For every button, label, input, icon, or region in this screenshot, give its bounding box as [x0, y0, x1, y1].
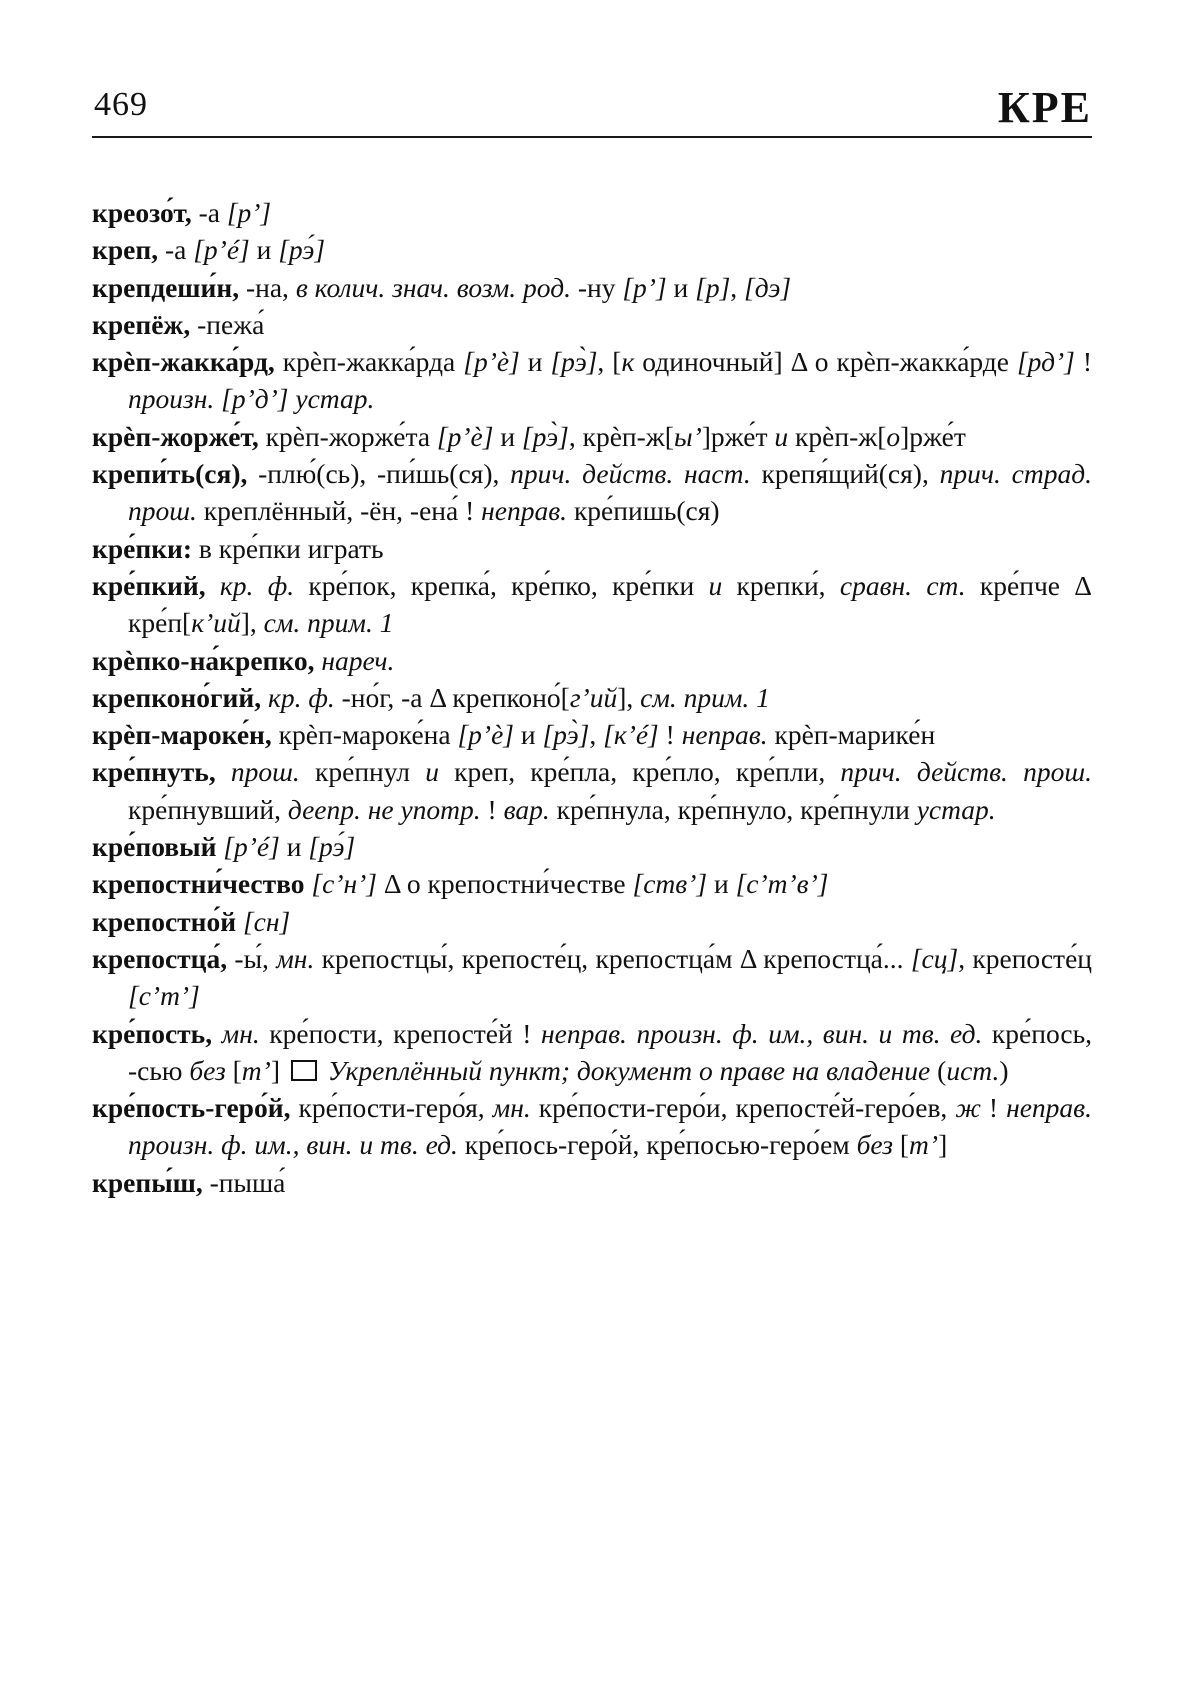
entry-text: и — [519, 346, 551, 378]
entry-text: креп, кре́пла, кре́пло, кре́пли, — [438, 756, 841, 788]
entry-headword: крепостно́й — [92, 905, 237, 937]
entry-label: [с’т’] — [128, 980, 200, 1012]
entry-label: [сн] — [242, 905, 291, 937]
dictionary-entry — [92, 828, 1092, 865]
entry-text: кре́пось, -сью — [128, 1017, 1093, 1086]
entry-headword: крѐп-жорже́т, — [92, 420, 259, 452]
entry-label: к’ий — [191, 607, 241, 639]
entry-text: креплённый, -ён, -ена́ ! — [196, 495, 482, 527]
square-box-icon — [291, 1060, 317, 1081]
entry-text: , — [589, 719, 604, 751]
entry-text: кре́пости-геро́и, крепосте́й-геро́ев, — [530, 1092, 956, 1124]
entry-label: [сц] — [910, 942, 959, 974]
dictionary-entry — [92, 903, 1092, 940]
dictionary-entry — [92, 1089, 1092, 1164]
entry-headword: крепи́ть(ся), — [92, 458, 248, 490]
entry-label: и — [425, 756, 439, 788]
entry-label: без — [189, 1054, 226, 1086]
entry-text: кре́пось-геро́й, кре́посью-геро́ем — [457, 1129, 857, 1161]
entry-text — [212, 1018, 222, 1049]
entry-label: деепр. не употр. — [287, 793, 481, 825]
entry-label: [дэ] — [744, 271, 792, 303]
entry-headword: крѐп-жакка́рд, — [92, 346, 275, 378]
entry-text — [261, 682, 268, 713]
entry-headword: кре́пки: — [92, 532, 193, 564]
entry-headword: крепдеши́н, — [92, 271, 240, 303]
entry-label: неправ. — [481, 495, 568, 527]
entry-label: и — [774, 420, 789, 452]
entry-label: нареч. — [321, 644, 395, 676]
entry-label: [к’é] — [603, 719, 659, 751]
entry-label: мн. — [492, 1092, 531, 1124]
entry-text: Δ о крепостни́честве — [376, 868, 633, 900]
entry-text: кре́пнувший, — [128, 793, 288, 825]
entry-label: [р’é] — [193, 234, 250, 266]
entry-label: т’ — [909, 1129, 939, 1161]
entry-headword: креозо́т, — [92, 197, 192, 228]
entry-text: крѐп-мароке́на — [271, 719, 458, 751]
entry-headword: крепёж, — [92, 308, 191, 340]
entry-headword: кре́пкий, — [92, 569, 206, 601]
entry-label: ист. — [946, 1054, 1000, 1086]
entry-label: [рэ̀] — [521, 420, 569, 452]
entry-text: кре́пнул — [299, 756, 426, 788]
entry-label: мн. — [276, 942, 315, 974]
entry-label: [с’т’в’] — [735, 868, 829, 900]
entry-text: -плю́(сь), -пи́шь(ся), — [247, 458, 511, 490]
entry-text: , — [730, 271, 745, 303]
entry-headword: крепостца́, — [92, 942, 228, 974]
entry-label: Укреплённый пункт; документ о праве на владение — [327, 1054, 931, 1086]
entry-text: -а — [191, 197, 227, 228]
dictionary-entry — [92, 567, 1092, 642]
entry-text: крѐп-ж[ — [788, 420, 887, 452]
entry-text: кре́пнула, кре́пнуло, кре́пнули — [549, 793, 917, 825]
entry-text: кре́пости, крепосте́й ! — [259, 1017, 541, 1049]
dictionary-entry — [92, 194, 1092, 231]
entry-text: кре́пишь(ся) — [567, 495, 720, 527]
entry-text: ) — [999, 1054, 1009, 1086]
entry-label: [р’è] — [436, 420, 494, 452]
entry-text: крѐп-жорже́та — [258, 420, 437, 452]
entry-text — [236, 906, 243, 937]
entry-headword: крепостни́чество — [92, 868, 305, 900]
entry-text: -пежа́ — [190, 308, 265, 340]
entry-headword: крѐпко-на́крепко, — [92, 644, 315, 676]
page-header — [92, 82, 1092, 138]
entry-headword: креп, — [92, 234, 159, 266]
entry-label: г’ий — [569, 681, 618, 713]
entry-label: [р’] — [622, 271, 667, 303]
entry-text: в кре́пки играть — [192, 532, 384, 564]
entry-label: мн. — [221, 1017, 260, 1049]
entry-text: ( — [930, 1054, 947, 1086]
entry-label: неправ. — [681, 719, 768, 751]
entry-text: и — [249, 234, 279, 266]
dictionary-entry — [92, 865, 1092, 902]
dictionary-entry — [92, 753, 1092, 828]
entry-text: -пыша́ — [202, 1166, 286, 1198]
entry-text: -ну — [570, 271, 623, 303]
entry-text: -ы́, — [227, 942, 277, 974]
entry-text: и — [666, 271, 696, 303]
dictionary-entry — [92, 1015, 1092, 1090]
entry-label: к — [621, 346, 635, 378]
entry-label: и — [708, 569, 723, 601]
entry-label: [рэ́] — [308, 831, 356, 863]
entry-text: ] — [270, 1054, 287, 1086]
entry-text: и — [707, 868, 736, 900]
entry-headword: крепы́ш, — [92, 1166, 203, 1198]
entry-label: см. прим. 1 — [263, 607, 394, 639]
entry-label: [рэ̀] — [542, 719, 590, 751]
entry-text: ], — [240, 607, 264, 639]
entry-text: , крепосте́ц — [958, 942, 1092, 974]
entry-text: -а — [158, 234, 194, 266]
entry-label: [р’è] — [463, 346, 520, 378]
entry-headword: кре́пость, — [92, 1017, 213, 1049]
entry-text: ] — [938, 1129, 948, 1161]
entry-headword: крепконо́гий, — [92, 681, 262, 713]
entry-text: [ — [225, 1054, 242, 1086]
entry-text: -но́г, -а Δ крепконо́[ — [334, 681, 570, 713]
page-number: 469 — [94, 86, 148, 123]
entry-label: о — [886, 420, 901, 452]
entry-text: [ — [893, 1129, 910, 1161]
entry-label: [р] — [695, 271, 731, 303]
entry-label: сравн. ст. — [839, 569, 966, 601]
running-head: КРЕ — [997, 83, 1092, 132]
entry-label: прич. страд. прош. — [128, 458, 1092, 527]
entry-label: неправ. произн. ф. им., вин. и тв. ед. — [540, 1017, 983, 1049]
entry-text: одиночный] Δ о крѐп-жакка́рде — [634, 346, 1017, 378]
entry-text — [321, 1055, 328, 1086]
entry-label: вар. — [503, 793, 550, 825]
entry-text: , крѐп-ж[ — [568, 420, 674, 452]
entry-headword: кре́пость-геро́й, — [92, 1092, 291, 1124]
dictionary-entry — [92, 343, 1092, 418]
dictionary-entry — [92, 231, 1092, 268]
entry-label: [рэ́] — [278, 234, 326, 266]
entry-label: [р’è] — [457, 719, 514, 751]
entry-label: кр. ф. — [267, 681, 335, 713]
entry-text: ], — [617, 681, 641, 713]
entry-label: [рд’] — [1016, 346, 1075, 378]
dictionary-entry — [92, 269, 1092, 306]
dictionary-entry — [92, 1164, 1092, 1201]
entry-text: кре́пости-геро́я, — [290, 1092, 493, 1124]
dictionary-entry — [92, 642, 1092, 679]
entry-text: ! — [658, 719, 682, 751]
entry-headword: кре́повый — [92, 831, 217, 863]
entry-text: и — [513, 719, 543, 751]
dictionary-entry — [92, 679, 1092, 716]
entry-headword: кре́пнуть, — [92, 756, 216, 788]
entry-label: без — [856, 1129, 893, 1161]
entry-label: ж — [955, 1092, 981, 1124]
entry-label: прош. — [230, 756, 300, 788]
entry-label: [р’é] — [223, 831, 280, 863]
dictionary-entry — [92, 418, 1092, 455]
entry-text: кре́пок, крепка́, кре́пко, кре́пки — [294, 569, 709, 601]
entry-label: см. прим. 1 — [640, 681, 770, 713]
entry-label: [с’н’] — [311, 868, 377, 900]
entry-text: кре́пче Δ кре́п[ — [128, 569, 1092, 639]
entry-label: устар. — [295, 383, 375, 415]
entry-label: кр. ф. — [219, 569, 295, 601]
entry-text — [216, 756, 231, 787]
dictionary-entry — [92, 455, 1092, 530]
entry-label: неправ. произн. ф. им., вин. и тв. ед. — [128, 1092, 1092, 1161]
entry-label: [р’] — [226, 197, 272, 228]
entry-text: крепя́щий(ся), — [750, 458, 940, 490]
entry-text — [206, 570, 220, 601]
entry-label: [рэ̀] — [550, 346, 598, 378]
entry-text: крепки́, — [722, 569, 840, 601]
entry-label: ы’ — [673, 420, 702, 452]
dictionary-entry — [92, 530, 1092, 567]
entry-text: крѐп-жакка́рда — [274, 346, 464, 378]
entry-label: произн. — [128, 383, 215, 415]
entry-text: и — [493, 420, 522, 452]
entry-label: прич. действ. наст. — [510, 458, 751, 490]
entry-label: т’ — [241, 1054, 271, 1086]
entry-text: и — [279, 831, 309, 863]
entry-label: устар. — [916, 793, 996, 825]
dictionary-entries — [92, 194, 1092, 1201]
entry-text: крѐп-марике́н — [767, 719, 936, 751]
dictionary-entry — [92, 716, 1092, 753]
dictionary-entry — [92, 940, 1092, 1015]
entry-headword: крѐп-мароке́н, — [92, 719, 272, 751]
entry-text: ]рже́т — [900, 420, 966, 452]
entry-text: ! — [480, 793, 504, 825]
entry-text: ! — [980, 1092, 1007, 1124]
dictionary-entry — [92, 306, 1092, 343]
entry-text: , [ — [597, 346, 622, 378]
entry-text: крепостцы́, крепосте́ц, крепостца́м Δ крепостца́... — [314, 942, 911, 974]
entry-label: в колич. знач. возм. род. — [295, 271, 571, 303]
entry-label: прич. действ. прош. — [840, 756, 1092, 788]
entry-text: -на, — [239, 271, 296, 303]
entry-text: ! — [1074, 346, 1093, 378]
entry-label: [р’д’] — [221, 383, 289, 415]
entry-text: ]рже́т — [701, 420, 775, 452]
entry-label: [ств’] — [632, 868, 708, 900]
